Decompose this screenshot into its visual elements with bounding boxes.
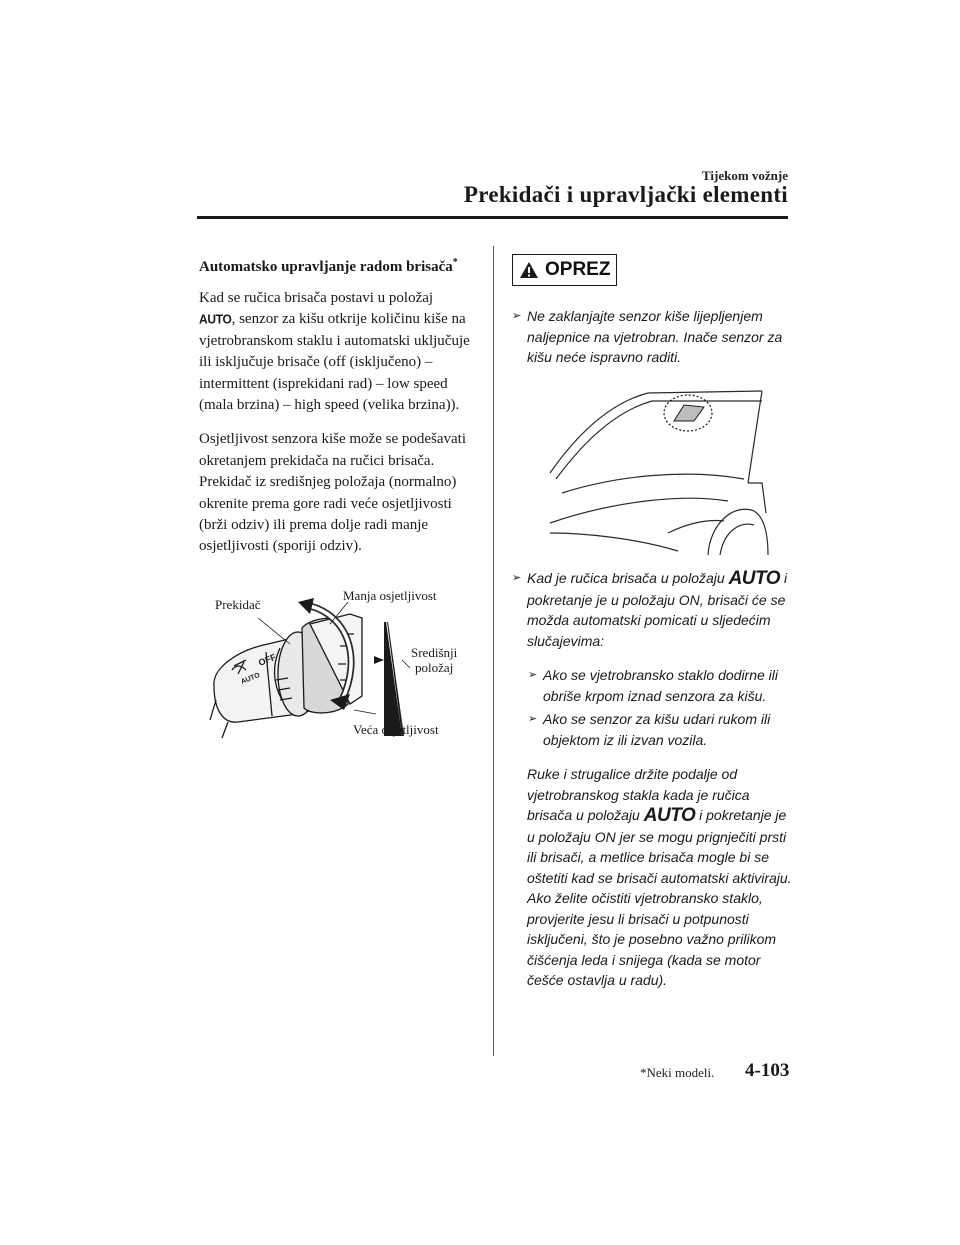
- caution-paragraph: [512, 764, 792, 991]
- intro-text-end: , senzor za kišu otkrije količinu kiše na vjetrobranskom staklu i automatski uključuje ili isključuje brisače (off (isključeno) – intermittent (isprekidani rad) – low speed (mala brzina) – high speed (velika brzina)).: [199, 311, 470, 414]
- label-center-1: Središnji: [411, 645, 458, 660]
- right-column-lower: [512, 568, 792, 991]
- caution-label: OPREZ: [545, 259, 611, 280]
- caution-bullet-2-text-start: Kad je ručica brisača u položaju: [527, 570, 725, 586]
- label-center-position: [411, 645, 457, 675]
- caution-bullet-2-text-end: i pokretanje je u položaju ON, brisači će se možda automatski pomicati u sljedećim slučajevima:: [527, 570, 788, 649]
- sensitivity-paragraph: [199, 429, 475, 557]
- lever-auto-text: AUTO: [240, 671, 262, 686]
- caution-paragraph-end: i pokretanje je u položaju ON jer se mogu prignječiti prsti ili brisači, a metlice brisača mogle bi se oštetiti kad se brisači automatski aktiviraju.: [527, 807, 792, 886]
- label-switch: Prekidač: [215, 597, 261, 612]
- sub-bullet-2: [528, 709, 792, 750]
- label-less-sensitivity: Manja osjetljivost: [343, 588, 437, 603]
- sub-bullet-list: [528, 665, 792, 750]
- sub-bullet-2-text: Ako se senzor za kišu udari rukom ili objektom iz ili izvan vozila.: [543, 711, 771, 748]
- caution-bullet-2: [512, 568, 792, 651]
- sensitivity-text-a: Osjetljivost senzora kiše može se podešavati okretanjem prekidača na ručici brisača.: [199, 431, 467, 469]
- column-divider: [493, 246, 494, 1056]
- page-title: Prekidači i upravljački elementi: [463, 182, 788, 207]
- arrow-bullet-icon: ➢: [528, 669, 538, 681]
- caution-paragraph-start: Ruke i strugalice držite podalje od vjetrobranskog stakla kada je ručica brisača u položaju: [527, 766, 750, 823]
- intro-text-start: Kad se ručica brisača postavi u položaj: [199, 290, 434, 306]
- arrow-bullet-icon: ➢: [512, 310, 522, 322]
- sub-bullet-1-text: Ako se vjetrobransko staklo dodirne ili obriše krpom iznad senzora za kišu.: [543, 667, 779, 704]
- sensitivity-text-b: Prekidač iz središnjeg položaja (normalno) okrenite prema gore radi veće osjetljivosti (brži odziv) ili prema dolje radi manje osjetljivosti (sporiji odziv).: [199, 474, 457, 555]
- footnote-mark: *: [452, 257, 458, 268]
- section-title-text: Automatsko upravljanje radom brisača: [199, 259, 453, 275]
- sub-bullet-1: [528, 665, 792, 706]
- arrow-bullet-icon: ➢: [528, 713, 538, 725]
- auto-symbol: AUTO: [643, 805, 696, 826]
- footnote: *Neki modeli.: [640, 1065, 715, 1080]
- caution-badge: [512, 254, 617, 286]
- windshield-sensor-illustration: [548, 383, 770, 555]
- header-rule: [197, 216, 788, 219]
- caution-bullet-1-text: Ne zaklanjajte senzor kiše lijepljenjem naljepnice na vjetrobran. Inače senzor za kišu neće ispravno raditi.: [527, 308, 783, 365]
- right-column: [512, 254, 792, 368]
- section-title: [199, 252, 475, 278]
- warning-icon: [519, 261, 539, 279]
- label-more-sensitivity: Veća osjetljivost: [353, 722, 439, 737]
- left-column: [199, 252, 475, 558]
- page-number: 4-103: [745, 1060, 790, 1081]
- caution-bullet-1: [512, 306, 792, 368]
- chapter-label: Tijekom vožnje: [701, 168, 788, 183]
- auto-symbol: AUTO: [199, 311, 232, 328]
- arrow-bullet-icon: ➢: [512, 572, 522, 584]
- auto-symbol: AUTO: [728, 568, 781, 589]
- lever-off-text: OFF: [257, 651, 278, 668]
- caution-paragraph-2: Ako želite očistiti vjetrobransko staklo, provjerite jesu li brisači u potpunosti isključeni, što je posebno važno prilikom čišćenja leda i snijega (kada se motor češće ostavlja u radu).: [527, 890, 777, 988]
- intro-paragraph: [199, 288, 475, 416]
- label-center-2: položaj: [414, 660, 454, 675]
